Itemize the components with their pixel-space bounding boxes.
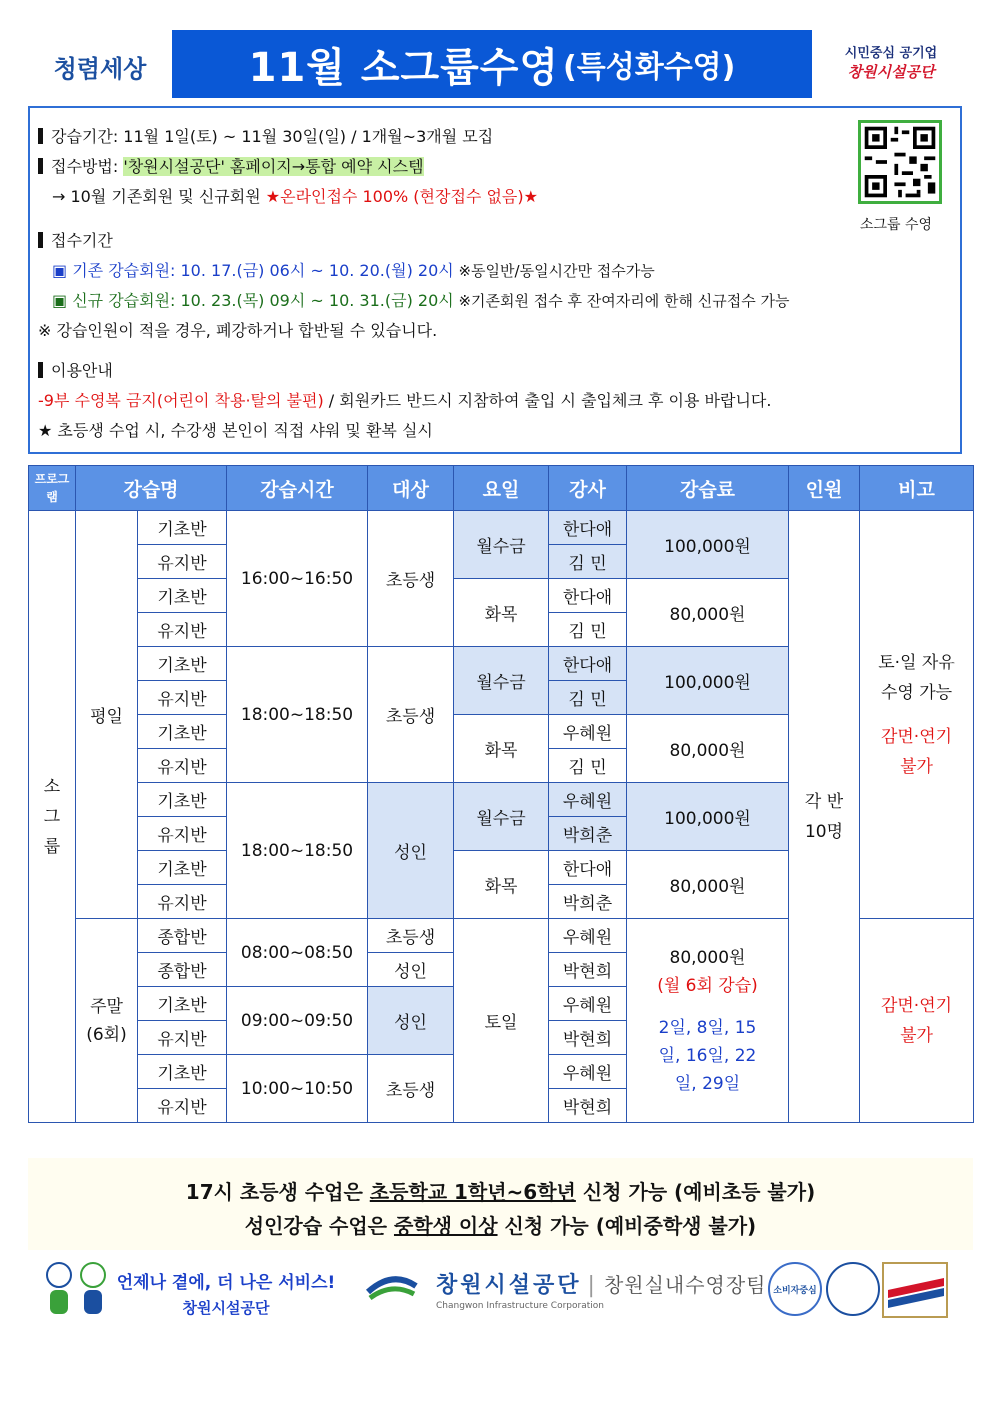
weekend-note-cell: 감면·연기 불가 [860,919,974,1123]
weekend-fee-cell [627,919,789,1123]
bullet-icon [38,362,43,378]
corp-slogan: 시민중심 공기업 [844,46,938,61]
class-cell: 기초반 [138,715,227,749]
cancel-note: ※ 강습인원이 적을 경우, 폐강하거나 합반될 수 있습니다. [38,321,438,340]
bullet-icon [38,128,43,144]
target-cell: 초등생 [368,647,454,783]
info-box [28,106,962,454]
col-capacity: 인원 [789,466,860,511]
class-cell: 유지반 [138,885,227,919]
weekend-days: 2일, 8일, 15일, 16일, 22일, 29일 [658,1017,757,1094]
instructor-cell: 박현희 [549,953,627,987]
target-cell: 성인 [368,783,454,919]
time-cell: 18:00~18:50 [227,647,368,783]
weekend-fee: 80,000원 [669,947,746,968]
target-cell: 초등생 [368,919,454,953]
instructor-cell: 우혜원 [549,715,627,749]
class-cell: 유지반 [138,681,227,715]
day-cell: 화목 [454,715,549,783]
corp-logo-right [826,42,956,82]
corp-wordmark: 창원시설공단 | 창원실내수영장팀 Changwon Infrastructure Corporation [436,1273,767,1311]
new-member-line: ▣ 신규 강습회원: 10. 23.(목) 09시 ~ 10. 31.(금) 20시 ※기존회원 접수 후 잔여자리에 한해 신규접수 가능 [52,291,790,310]
target-cell: 초등생 [368,1055,454,1123]
class-cell: 유지반 [138,1021,227,1055]
integrity-logo-text: 청렴세상 [53,53,147,83]
instructor-cell: 한다애 [549,851,627,885]
class-cell: 유지반 [138,613,227,647]
method-note: → 10월 기존회원 및 신규회원 ★온라인접수 100% (현장접수 없음)★ [52,187,538,206]
col-note: 비고 [860,466,974,511]
time-cell: 08:00~08:50 [227,919,368,987]
instructor-cell: 우혜원 [549,783,627,817]
target-cell: 성인 [368,987,454,1055]
elementary-eligibility: 17시 초등생 수업은 초등학교 1학년~6학년 신청 가능 (예비초등 불가) [185,1180,816,1204]
usage-line: -9부 수영복 금지(어린이 착용·탈의 불편) / 회원카드 반드시 지참하여 출입 시 출입체크 후 이용 바랍니다. [38,391,772,410]
existing-member-line: ▣ 기존 강습회원: 10. 17.(금) 06시 ~ 10. 20.(월) 20시 ※동일반/동일시간만 접수가능 [52,261,655,280]
corp-name-script: 창원시설공단 [847,63,935,81]
schedule-table [28,465,974,1123]
corp-emblem-icon [362,1266,422,1312]
fee-cell: 80,000원 [627,851,789,919]
fee-cell: 80,000원 [627,715,789,783]
instructor-cell: 박현희 [549,1021,627,1055]
instructor-cell: 김 민 [549,681,627,715]
fee-cell: 100,000원 [627,783,789,851]
reception-heading: 접수기간 [38,228,113,251]
day-cell: 월수금 [454,647,549,715]
certification-badge-icon [826,1262,880,1316]
instructor-cell: 김 민 [549,545,627,579]
instructor-cell: 우혜원 [549,987,627,1021]
class-cell: 기초반 [138,579,227,613]
no-discount-note: 감면·연기 불가 [880,726,953,777]
col-day: 요일 [454,466,549,511]
time-cell: 09:00~09:50 [227,987,368,1055]
table-row [29,511,974,545]
day-cell: 월수금 [454,511,549,579]
ccm-badge-icon: 소비자중심 [768,1262,822,1316]
instructor-cell: 우혜원 [549,919,627,953]
program-cell: 소그룹 [29,511,76,1123]
instructor-cell: 한다애 [549,511,627,545]
page-footer [0,1262,992,1322]
class-cell: 기초반 [138,783,227,817]
method-line: 접수방법: '창원시설공단' 홈페이지→통합 예약 시스템 [38,154,424,177]
class-cell: 종합반 [138,953,227,987]
col-class: 강습명 [76,466,227,511]
method-highlight: '창원시설공단' 홈페이지→통합 예약 시스템 [123,157,424,176]
fee-cell: 80,000원 [627,579,789,647]
col-fee: 강습료 [627,466,789,511]
target-cell: 성인 [368,953,454,987]
service-award-badge-icon [882,1262,948,1318]
class-cell: 기초반 [138,851,227,885]
col-instructor: 강사 [549,466,627,511]
weekend-fee-sub: (월 6회 강습) [657,975,758,996]
class-cell: 유지반 [138,749,227,783]
instructor-cell: 박현희 [549,1089,627,1123]
page-header [0,30,992,100]
capacity-cell [789,511,860,1123]
page-title [172,30,812,98]
time-cell: 18:00~18:50 [227,783,368,919]
instructor-cell: 김 민 [549,749,627,783]
online-only-note: ★온라인접수 100% (현장접수 없음)★ [265,187,538,206]
day-cell: 월수금 [454,783,549,851]
table-header-row [29,466,974,511]
capacity-text: 각 반 10명 [804,791,844,842]
col-program: 프로그램 [29,466,76,511]
class-cell: 기초반 [138,511,227,545]
col-time: 강습시간 [227,466,368,511]
fee-cell: 100,000원 [627,511,789,579]
class-cell: 기초반 [138,987,227,1021]
instructor-cell: 우혜원 [549,1055,627,1089]
instructor-cell: 한다애 [549,647,627,681]
footer-slogan: 언제나 곁에, 더 나은 서비스! 창원시설공단 [116,1273,336,1317]
shower-note: ★ 초등생 수업 시, 수강생 본인이 직접 샤워 및 환복 실시 [38,421,433,440]
time-cell: 16:00~16:50 [227,511,368,647]
instructor-cell: 김 민 [549,613,627,647]
instructor-cell: 박희춘 [549,817,627,851]
period-line: 강습기간: 11월 1일(토) ~ 11월 30일(일) / 1개월~3개월 모집 [38,124,493,147]
class-cell: 종합반 [138,919,227,953]
eligibility-notice [28,1158,973,1250]
title-main: 11월 소그룹수영 [248,44,560,91]
mascot-icon [46,1262,72,1316]
class-cell: 기초반 [138,647,227,681]
class-cell: 기초반 [138,1055,227,1089]
usage-heading: 이용안내 [38,358,113,381]
day-cell: 화목 [454,851,549,919]
weekday-group: 평일 [76,511,138,919]
bullet-icon [38,158,43,174]
weekend-group: 주말(6회) [76,919,138,1123]
integrity-logo [40,38,160,94]
target-cell: 초등생 [368,511,454,647]
time-cell: 10:00~10:50 [227,1055,368,1123]
qr-code-icon[interactable] [858,120,942,204]
bullet-icon [38,232,43,248]
title-sub: (특성화수영) [563,50,736,85]
instructor-cell: 한다애 [549,579,627,613]
instructor-cell: 박희춘 [549,885,627,919]
qr-label: 소그룹 수영 [859,217,933,233]
weekday-note-cell [860,511,974,919]
adult-eligibility: 성인강습 수업은 중학생 이상 신청 가능 (예비중학생 불가) [244,1214,757,1238]
free-swim-note: 토·일 자유수영 가능 [878,652,955,703]
class-cell: 유지반 [138,817,227,851]
swimsuit-ban: -9부 수영복 금지(어린이 착용·탈의 불편) [38,391,324,410]
day-cell: 토일 [454,919,549,1123]
fee-cell: 100,000원 [627,647,789,715]
class-cell: 유지반 [138,545,227,579]
class-cell: 유지반 [138,1089,227,1123]
day-cell: 화목 [454,579,549,647]
col-target: 대상 [368,466,454,511]
mascot-icon [80,1262,106,1316]
